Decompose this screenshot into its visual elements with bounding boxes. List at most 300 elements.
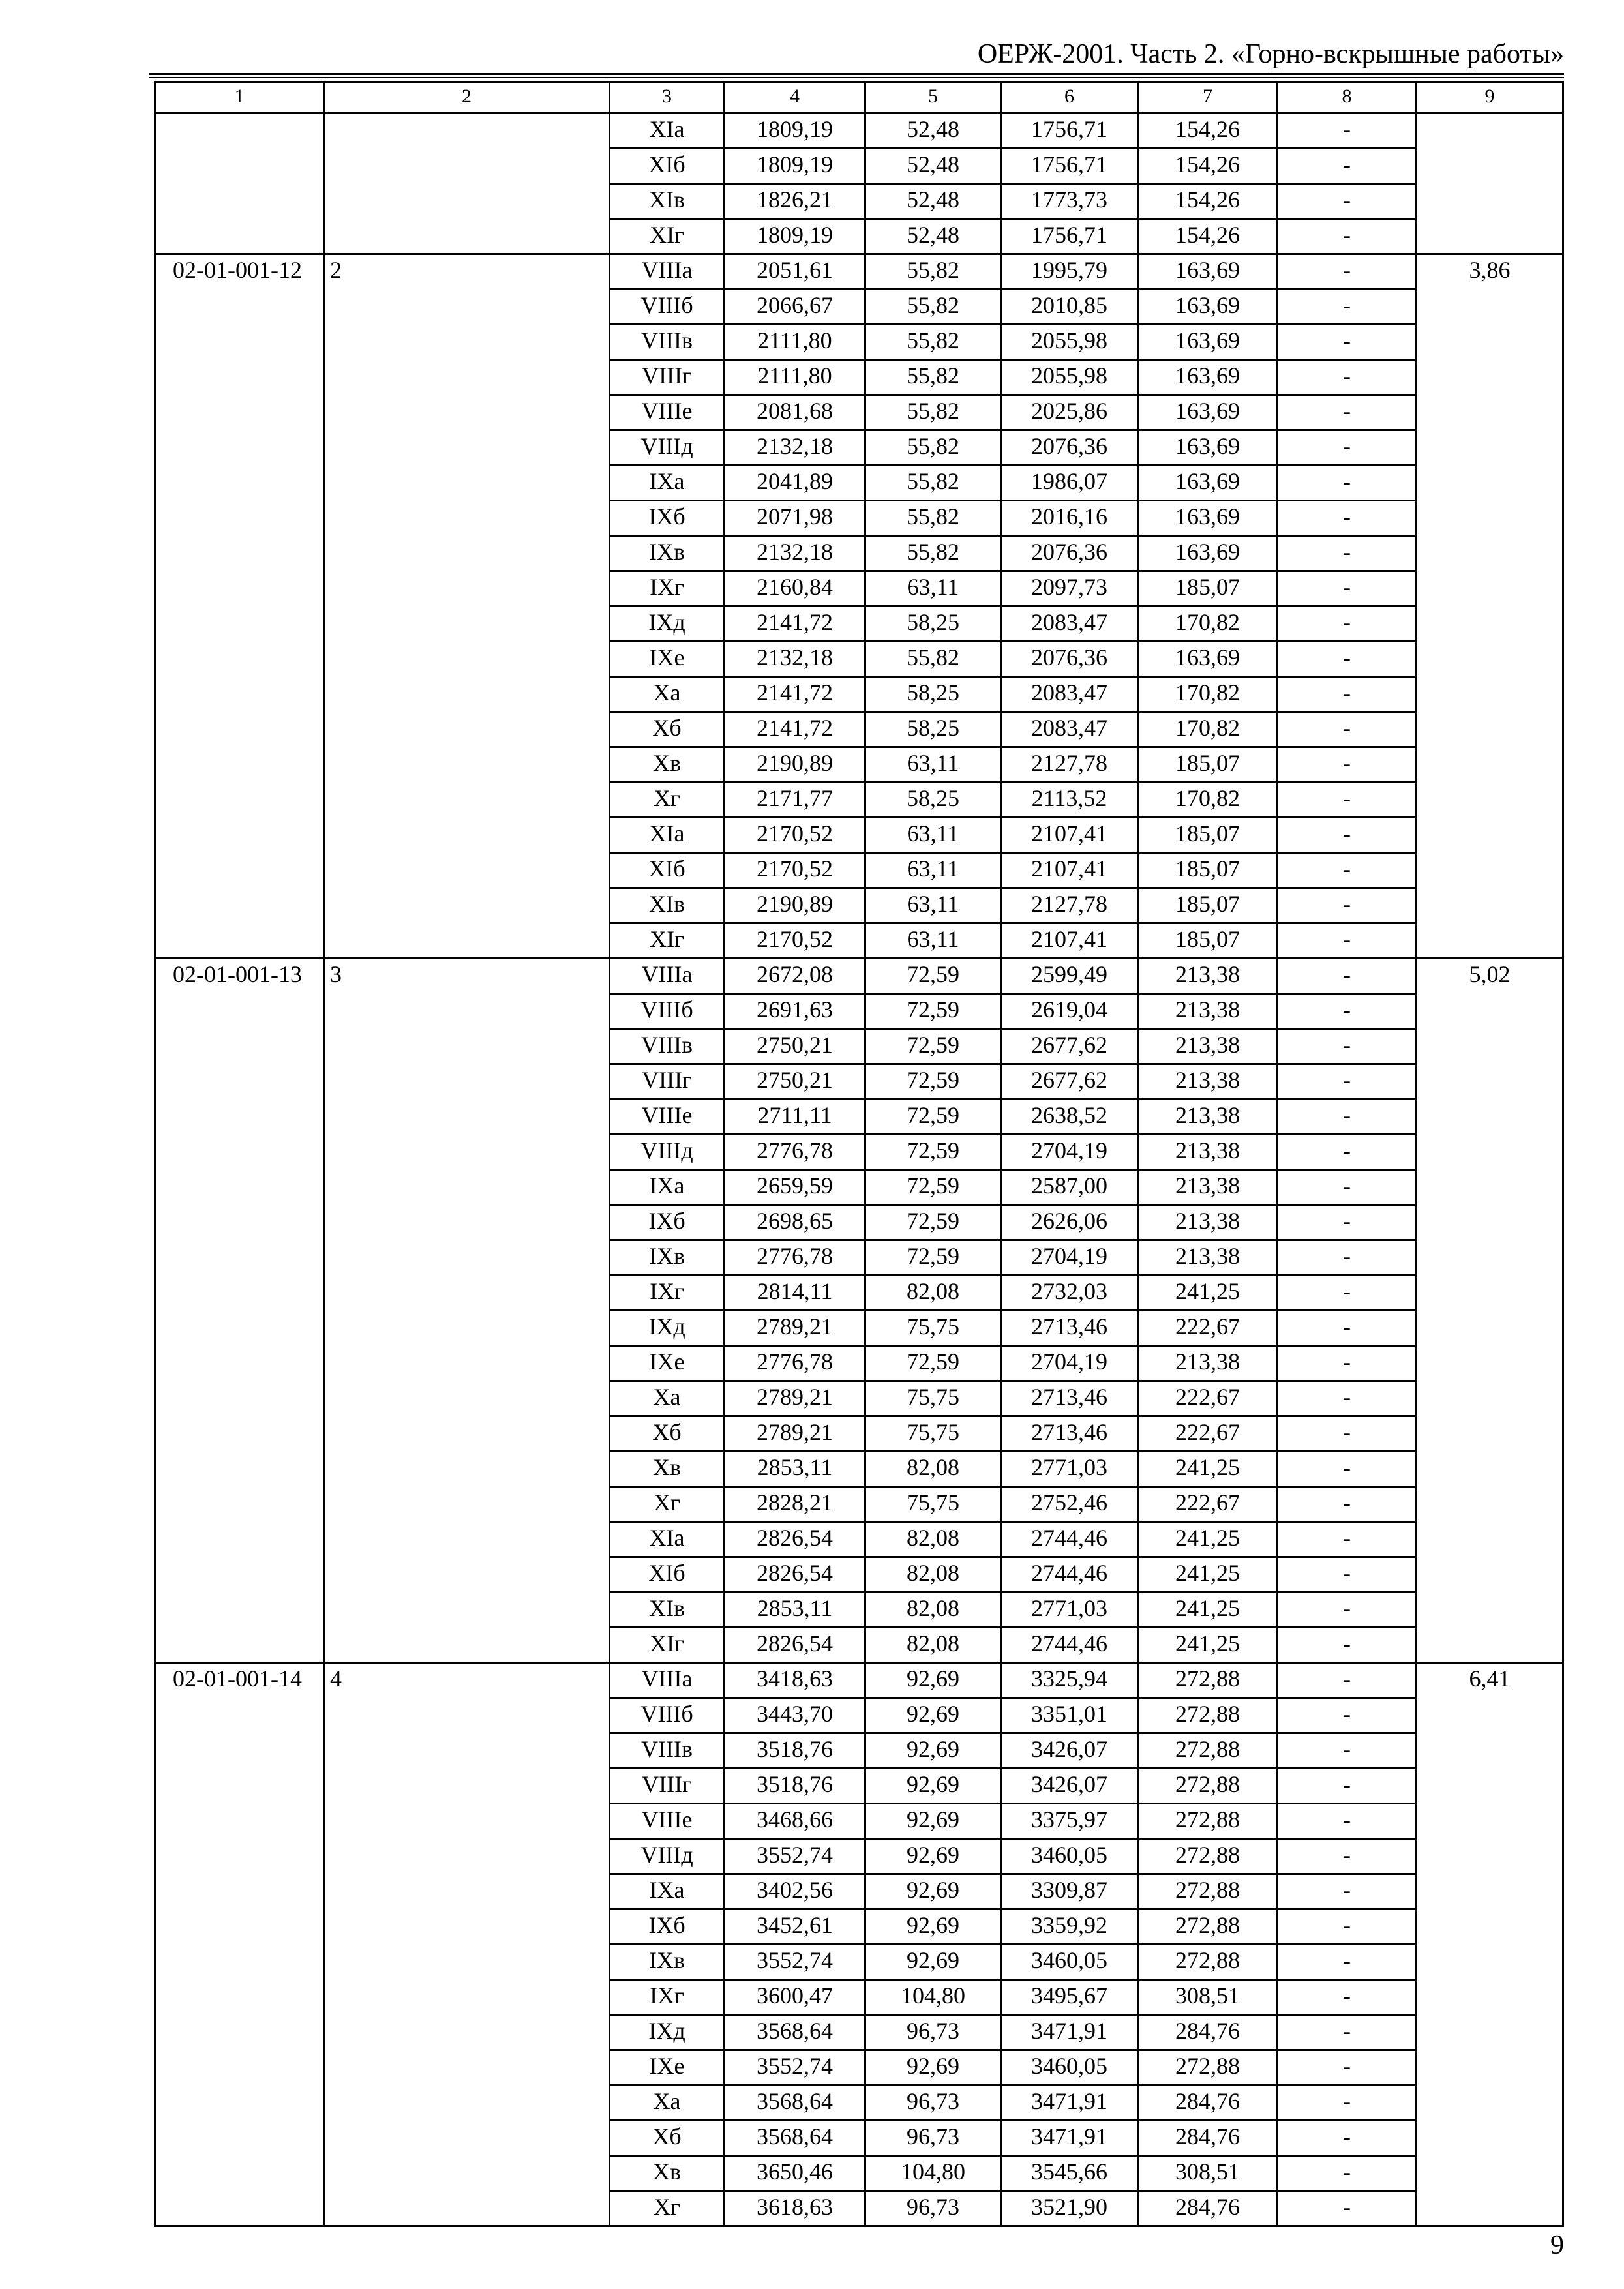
wages-cell: 63,11 <box>865 888 1001 923</box>
wages-cell: 92,69 <box>865 1909 1001 1945</box>
total-cost-cell: 2828,21 <box>725 1487 865 1522</box>
total-cost-cell: 2789,21 <box>725 1381 865 1416</box>
machinist-wages-cell: 308,51 <box>1138 2156 1278 2191</box>
wages-cell: 82,08 <box>865 1452 1001 1487</box>
materials-cell: - <box>1278 113 1417 149</box>
total-cost-cell: 3568,64 <box>725 2086 865 2121</box>
grade-cell: Xа <box>610 677 725 712</box>
grade-cell: XIв <box>610 888 725 923</box>
grade-cell: IXг <box>610 1980 725 2015</box>
grade-cell: VIIIг <box>610 360 725 395</box>
machine-cost-cell: 2025,86 <box>1001 395 1138 430</box>
table-row <box>155 113 1563 149</box>
total-cost-cell: 3402,56 <box>725 1874 865 1909</box>
machine-cost-cell: 2113,52 <box>1001 783 1138 818</box>
machine-cost-cell: 2713,46 <box>1001 1416 1138 1452</box>
table-row <box>155 1663 1563 1698</box>
total-cost-cell: 2691,63 <box>725 994 865 1029</box>
total-cost-cell: 2071,98 <box>725 501 865 536</box>
grade-cell: XIв <box>610 1593 725 1628</box>
wages-cell: 52,48 <box>865 149 1001 184</box>
grade-cell: Xв <box>610 747 725 783</box>
materials-cell: - <box>1278 994 1417 1029</box>
machine-cost-cell: 3471,91 <box>1001 2086 1138 2121</box>
machinist-wages-cell: 241,25 <box>1138 1628 1278 1663</box>
column-header: 2 <box>324 82 610 113</box>
wages-cell: 58,25 <box>865 712 1001 747</box>
grade-cell: IXд <box>610 2015 725 2050</box>
total-cost-cell: 2853,11 <box>725 1452 865 1487</box>
grade-cell: XIа <box>610 818 725 853</box>
machinist-wages-cell: 241,25 <box>1138 1452 1278 1487</box>
materials-cell: - <box>1278 1240 1417 1276</box>
materials-cell: - <box>1278 1381 1417 1416</box>
wages-cell: 75,75 <box>865 1381 1001 1416</box>
machine-cost-cell: 2076,36 <box>1001 536 1138 571</box>
total-cost-cell: 2141,72 <box>725 677 865 712</box>
wages-cell: 92,69 <box>865 1874 1001 1909</box>
grade-cell: VIIIб <box>610 290 725 325</box>
machinist-wages-cell: 272,88 <box>1138 2050 1278 2086</box>
rate-code-cell: 02-01-001-14 <box>155 1663 324 2226</box>
machinist-wages-cell: 272,88 <box>1138 1769 1278 1804</box>
machine-cost-cell: 2076,36 <box>1001 642 1138 677</box>
machinist-wages-cell: 222,67 <box>1138 1416 1278 1452</box>
materials-cell: - <box>1278 1980 1417 2015</box>
wages-cell: 92,69 <box>865 1804 1001 1839</box>
column-header: 3 <box>610 82 725 113</box>
total-cost-cell: 2750,21 <box>725 1029 865 1064</box>
grade-cell: Xг <box>610 783 725 818</box>
grade-cell: VIIIб <box>610 994 725 1029</box>
grade-cell: IXб <box>610 1909 725 1945</box>
wages-cell: 75,75 <box>865 1487 1001 1522</box>
wages-cell: 92,69 <box>865 1733 1001 1769</box>
machinist-wages-cell: 170,82 <box>1138 606 1278 642</box>
total-cost-cell: 3650,46 <box>725 2156 865 2191</box>
machine-cost-cell: 2752,46 <box>1001 1487 1138 1522</box>
grade-cell: IXа <box>610 466 725 501</box>
wages-cell: 96,73 <box>865 2015 1001 2050</box>
machine-cost-cell: 1756,71 <box>1001 113 1138 149</box>
rate-code-cell: 02-01-001-13 <box>155 959 324 1663</box>
total-cost-cell: 2190,89 <box>725 888 865 923</box>
total-cost-cell: 2111,80 <box>725 360 865 395</box>
wages-cell: 104,80 <box>865 1980 1001 2015</box>
machinist-wages-cell: 154,26 <box>1138 184 1278 219</box>
grade-cell: IXв <box>610 1945 725 1980</box>
materials-cell: - <box>1278 1100 1417 1135</box>
materials-cell: - <box>1278 184 1417 219</box>
table-row <box>155 959 1563 994</box>
total-cost-cell: 3443,70 <box>725 1698 865 1733</box>
wages-cell: 92,69 <box>865 1945 1001 1980</box>
machine-cost-cell: 3521,90 <box>1001 2191 1138 2226</box>
machinist-wages-cell: 185,07 <box>1138 818 1278 853</box>
grade-cell: IXб <box>610 501 725 536</box>
machine-cost-cell: 2083,47 <box>1001 606 1138 642</box>
column-header: 9 <box>1417 82 1563 113</box>
total-cost-cell: 2826,54 <box>725 1557 865 1593</box>
machine-cost-cell: 2127,78 <box>1001 747 1138 783</box>
column-header: 8 <box>1278 82 1417 113</box>
total-cost-cell: 2672,08 <box>725 959 865 994</box>
materials-cell: - <box>1278 2191 1417 2226</box>
wages-cell: 82,08 <box>865 1276 1001 1311</box>
grade-cell: VIIIг <box>610 1769 725 1804</box>
machine-cost-cell: 3325,94 <box>1001 1663 1138 1698</box>
machine-cost-cell: 3426,07 <box>1001 1733 1138 1769</box>
wages-cell: 72,59 <box>865 994 1001 1029</box>
machine-cost-cell: 2713,46 <box>1001 1381 1138 1416</box>
machinist-wages-cell: 272,88 <box>1138 1663 1278 1698</box>
wages-cell: 72,59 <box>865 1100 1001 1135</box>
machine-cost-cell: 3495,67 <box>1001 1980 1138 2015</box>
wages-cell: 96,73 <box>865 2121 1001 2156</box>
machinist-wages-cell: 163,69 <box>1138 466 1278 501</box>
page-number: 9 <box>1550 2230 1564 2260</box>
machine-cost-cell: 3545,66 <box>1001 2156 1138 2191</box>
wages-cell: 72,59 <box>865 1029 1001 1064</box>
materials-cell: - <box>1278 1170 1417 1205</box>
total-cost-cell: 3600,47 <box>725 1980 865 2015</box>
wages-cell: 75,75 <box>865 1311 1001 1346</box>
machine-cost-cell: 2677,62 <box>1001 1064 1138 1100</box>
total-cost-cell: 1809,19 <box>725 113 865 149</box>
total-cost-cell: 2750,21 <box>725 1064 865 1100</box>
machine-cost-cell: 2055,98 <box>1001 325 1138 360</box>
machine-cost-cell: 2016,16 <box>1001 501 1138 536</box>
grade-cell: IXг <box>610 1276 725 1311</box>
materials-cell: - <box>1278 783 1417 818</box>
machinist-wages-cell: 163,69 <box>1138 254 1278 290</box>
machine-cost-cell: 2587,00 <box>1001 1170 1138 1205</box>
materials-cell: - <box>1278 2121 1417 2156</box>
grade-cell: XIг <box>610 219 725 254</box>
machinist-wages-cell: 241,25 <box>1138 1276 1278 1311</box>
grade-cell: IXд <box>610 1311 725 1346</box>
wages-cell: 72,59 <box>865 1170 1001 1205</box>
machine-cost-cell: 2771,03 <box>1001 1452 1138 1487</box>
materials-cell: - <box>1278 1874 1417 1909</box>
machine-cost-cell: 2744,46 <box>1001 1522 1138 1557</box>
materials-cell: - <box>1278 219 1417 254</box>
materials-cell: - <box>1278 466 1417 501</box>
machine-cost-cell: 2097,73 <box>1001 571 1138 606</box>
machinist-wages-cell: 272,88 <box>1138 1839 1278 1874</box>
total-cost-cell: 2853,11 <box>725 1593 865 1628</box>
grade-cell: XIа <box>610 1522 725 1557</box>
materials-cell: - <box>1278 1628 1417 1663</box>
total-cost-cell: 2170,52 <box>725 818 865 853</box>
machinist-wages-cell: 272,88 <box>1138 1733 1278 1769</box>
machine-cost-cell: 3471,91 <box>1001 2121 1138 2156</box>
materials-cell: - <box>1278 642 1417 677</box>
total-cost-cell: 2190,89 <box>725 747 865 783</box>
wages-cell: 104,80 <box>865 2156 1001 2191</box>
grade-cell: VIIIд <box>610 1135 725 1170</box>
grade-cell: Xа <box>610 1381 725 1416</box>
total-cost-cell: 2160,84 <box>725 571 865 606</box>
machinist-wages-cell: 272,88 <box>1138 1909 1278 1945</box>
wages-cell: 55,82 <box>865 254 1001 290</box>
total-cost-cell: 3618,63 <box>725 2191 865 2226</box>
total-cost-cell: 2170,52 <box>725 853 865 888</box>
machinist-wages-cell: 185,07 <box>1138 853 1278 888</box>
machinist-wages-cell: 272,88 <box>1138 1698 1278 1733</box>
total-cost-cell: 2659,59 <box>725 1170 865 1205</box>
machinist-wages-cell: 163,69 <box>1138 360 1278 395</box>
total-cost-cell: 3568,64 <box>725 2121 865 2156</box>
wages-cell: 58,25 <box>865 677 1001 712</box>
wages-cell: 58,25 <box>865 606 1001 642</box>
machinist-wages-cell: 213,38 <box>1138 1240 1278 1276</box>
materials-cell: - <box>1278 959 1417 994</box>
materials-cell: - <box>1278 1487 1417 1522</box>
machine-cost-cell: 3460,05 <box>1001 1945 1138 1980</box>
work-name-cell <box>324 113 610 254</box>
wages-cell: 55,82 <box>865 395 1001 430</box>
total-cost-cell: 2081,68 <box>725 395 865 430</box>
grade-cell: XIг <box>610 923 725 959</box>
machinist-wages-cell: 185,07 <box>1138 571 1278 606</box>
grade-cell: XIб <box>610 149 725 184</box>
materials-cell: - <box>1278 1839 1417 1874</box>
grade-cell: IXа <box>610 1170 725 1205</box>
wages-cell: 82,08 <box>865 1557 1001 1593</box>
machine-cost-cell: 3351,01 <box>1001 1698 1138 1733</box>
machine-cost-cell: 2626,06 <box>1001 1205 1138 1240</box>
labor-cost-cell: 5,02 <box>1417 959 1563 1663</box>
machine-cost-cell: 2107,41 <box>1001 853 1138 888</box>
total-cost-cell: 2776,78 <box>725 1240 865 1276</box>
machine-cost-cell: 2732,03 <box>1001 1276 1138 1311</box>
grade-cell: XIб <box>610 1557 725 1593</box>
grade-cell: Xб <box>610 712 725 747</box>
wages-cell: 63,11 <box>865 818 1001 853</box>
machine-cost-cell: 2619,04 <box>1001 994 1138 1029</box>
materials-cell: - <box>1278 1663 1417 1698</box>
machinist-wages-cell: 185,07 <box>1138 923 1278 959</box>
total-cost-cell: 2132,18 <box>725 430 865 466</box>
total-cost-cell: 2698,65 <box>725 1205 865 1240</box>
wages-cell: 92,69 <box>865 1698 1001 1733</box>
machine-cost-cell: 2599,49 <box>1001 959 1138 994</box>
labor-cost-cell <box>1417 113 1563 254</box>
machine-cost-cell: 2055,98 <box>1001 360 1138 395</box>
machine-cost-cell: 3309,87 <box>1001 1874 1138 1909</box>
machinist-wages-cell: 272,88 <box>1138 1945 1278 1980</box>
machinist-wages-cell: 284,76 <box>1138 2015 1278 2050</box>
materials-cell: - <box>1278 149 1417 184</box>
machinist-wages-cell: 213,38 <box>1138 1064 1278 1100</box>
grade-cell: IXе <box>610 1346 725 1381</box>
machine-cost-cell: 3359,92 <box>1001 1909 1138 1945</box>
materials-cell: - <box>1278 712 1417 747</box>
total-cost-cell: 2776,78 <box>725 1346 865 1381</box>
rate-code-cell: 02-01-001-12 <box>155 254 324 959</box>
total-cost-cell: 2789,21 <box>725 1311 865 1346</box>
materials-cell: - <box>1278 2015 1417 2050</box>
machine-cost-cell: 2744,46 <box>1001 1628 1138 1663</box>
materials-cell: - <box>1278 1945 1417 1980</box>
machinist-wages-cell: 213,38 <box>1138 1029 1278 1064</box>
machine-cost-cell: 1986,07 <box>1001 466 1138 501</box>
total-cost-cell: 2170,52 <box>725 923 865 959</box>
materials-cell: - <box>1278 1311 1417 1346</box>
total-cost-cell: 1826,21 <box>725 184 865 219</box>
machinist-wages-cell: 222,67 <box>1138 1311 1278 1346</box>
materials-cell: - <box>1278 1557 1417 1593</box>
wages-cell: 55,82 <box>865 642 1001 677</box>
grade-cell: IXе <box>610 642 725 677</box>
materials-cell: - <box>1278 1276 1417 1311</box>
materials-cell: - <box>1278 606 1417 642</box>
total-cost-cell: 1809,19 <box>725 149 865 184</box>
total-cost-cell: 2171,77 <box>725 783 865 818</box>
wages-cell: 72,59 <box>865 1064 1001 1100</box>
machinist-wages-cell: 222,67 <box>1138 1381 1278 1416</box>
machinist-wages-cell: 222,67 <box>1138 1487 1278 1522</box>
wages-cell: 55,82 <box>865 536 1001 571</box>
materials-cell: - <box>1278 677 1417 712</box>
total-cost-cell: 3552,74 <box>725 1839 865 1874</box>
machinist-wages-cell: 284,76 <box>1138 2191 1278 2226</box>
machinist-wages-cell: 213,38 <box>1138 1346 1278 1381</box>
total-cost-cell: 3418,63 <box>725 1663 865 1698</box>
machine-cost-cell: 2076,36 <box>1001 430 1138 466</box>
machine-cost-cell: 3460,05 <box>1001 1839 1138 1874</box>
materials-cell: - <box>1278 2086 1417 2121</box>
table-body <box>155 82 1563 2226</box>
wages-cell: 55,82 <box>865 290 1001 325</box>
materials-cell: - <box>1278 501 1417 536</box>
machinist-wages-cell: 213,38 <box>1138 1100 1278 1135</box>
machinist-wages-cell: 284,76 <box>1138 2121 1278 2156</box>
wages-cell: 55,82 <box>865 430 1001 466</box>
wages-cell: 92,69 <box>865 1769 1001 1804</box>
grade-cell: VIIIа <box>610 959 725 994</box>
machinist-wages-cell: 284,76 <box>1138 2086 1278 2121</box>
grade-cell: XIб <box>610 853 725 888</box>
wages-cell: 55,82 <box>865 466 1001 501</box>
machinist-wages-cell: 185,07 <box>1138 747 1278 783</box>
total-cost-cell: 2132,18 <box>725 642 865 677</box>
machinist-wages-cell: 213,38 <box>1138 959 1278 994</box>
wages-cell: 72,59 <box>865 1346 1001 1381</box>
grade-cell: Xв <box>610 1452 725 1487</box>
machine-cost-cell: 2744,46 <box>1001 1557 1138 1593</box>
materials-cell: - <box>1278 254 1417 290</box>
wages-cell: 82,08 <box>865 1628 1001 1663</box>
machinist-wages-cell: 241,25 <box>1138 1557 1278 1593</box>
grade-cell: Xб <box>610 1416 725 1452</box>
wages-cell: 72,59 <box>865 959 1001 994</box>
total-cost-cell: 2111,80 <box>725 325 865 360</box>
work-name-cell: 3 <box>324 959 610 1663</box>
grade-cell: Xв <box>610 2156 725 2191</box>
header-rule-thin <box>149 77 1564 78</box>
wages-cell: 55,82 <box>865 360 1001 395</box>
grade-cell: IXг <box>610 571 725 606</box>
machine-cost-cell: 2083,47 <box>1001 712 1138 747</box>
machinist-wages-cell: 170,82 <box>1138 783 1278 818</box>
column-number-row <box>155 82 1563 113</box>
machinist-wages-cell: 185,07 <box>1138 888 1278 923</box>
wages-cell: 52,48 <box>865 219 1001 254</box>
machinist-wages-cell: 163,69 <box>1138 430 1278 466</box>
machine-cost-cell: 1773,73 <box>1001 184 1138 219</box>
machine-cost-cell: 2704,19 <box>1001 1346 1138 1381</box>
materials-cell: - <box>1278 325 1417 360</box>
machinist-wages-cell: 272,88 <box>1138 1804 1278 1839</box>
materials-cell: - <box>1278 1205 1417 1240</box>
column-header: 4 <box>725 82 865 113</box>
grade-cell: VIIIе <box>610 395 725 430</box>
wages-cell: 52,48 <box>865 184 1001 219</box>
total-cost-cell: 3518,76 <box>725 1733 865 1769</box>
total-cost-cell: 2141,72 <box>725 712 865 747</box>
grade-cell: VIIIв <box>610 1029 725 1064</box>
column-header: 1 <box>155 82 324 113</box>
materials-cell: - <box>1278 888 1417 923</box>
materials-cell: - <box>1278 853 1417 888</box>
machinist-wages-cell: 213,38 <box>1138 1205 1278 1240</box>
total-cost-cell: 3452,61 <box>725 1909 865 1945</box>
machinist-wages-cell: 154,26 <box>1138 113 1278 149</box>
machine-cost-cell: 2677,62 <box>1001 1029 1138 1064</box>
grade-cell: XIв <box>610 184 725 219</box>
materials-cell: - <box>1278 1769 1417 1804</box>
machine-cost-cell: 2127,78 <box>1001 888 1138 923</box>
grade-cell: IXв <box>610 1240 725 1276</box>
machine-cost-cell: 3471,91 <box>1001 2015 1138 2050</box>
wages-cell: 96,73 <box>865 2086 1001 2121</box>
machinist-wages-cell: 163,69 <box>1138 290 1278 325</box>
materials-cell: - <box>1278 1593 1417 1628</box>
machinist-wages-cell: 213,38 <box>1138 1170 1278 1205</box>
materials-cell: - <box>1278 1909 1417 1945</box>
materials-cell: - <box>1278 1416 1417 1452</box>
total-cost-cell: 3552,74 <box>725 2050 865 2086</box>
rate-code-cell <box>155 113 324 254</box>
wages-cell: 92,69 <box>865 1839 1001 1874</box>
grade-cell: IXд <box>610 606 725 642</box>
wages-cell: 72,59 <box>865 1205 1001 1240</box>
column-header: 5 <box>865 82 1001 113</box>
machine-cost-cell: 2010,85 <box>1001 290 1138 325</box>
grade-cell: VIIIб <box>610 1698 725 1733</box>
machine-cost-cell: 2107,41 <box>1001 818 1138 853</box>
machinist-wages-cell: 170,82 <box>1138 677 1278 712</box>
grade-cell: VIIIд <box>610 430 725 466</box>
total-cost-cell: 2066,67 <box>725 290 865 325</box>
grade-cell: IXа <box>610 1874 725 1909</box>
machinist-wages-cell: 272,88 <box>1138 1874 1278 1909</box>
wages-cell: 75,75 <box>865 1416 1001 1452</box>
wages-cell: 92,69 <box>865 1663 1001 1698</box>
machine-cost-cell: 3426,07 <box>1001 1769 1138 1804</box>
grade-cell: VIIIв <box>610 325 725 360</box>
table-row <box>155 254 1563 290</box>
total-cost-cell: 2814,11 <box>725 1276 865 1311</box>
machine-cost-cell: 3460,05 <box>1001 2050 1138 2086</box>
machine-cost-cell: 1756,71 <box>1001 149 1138 184</box>
grade-cell: VIIIе <box>610 1100 725 1135</box>
header-rule-thick <box>149 73 1564 75</box>
grade-cell: IXе <box>610 2050 725 2086</box>
wages-cell: 63,11 <box>865 571 1001 606</box>
